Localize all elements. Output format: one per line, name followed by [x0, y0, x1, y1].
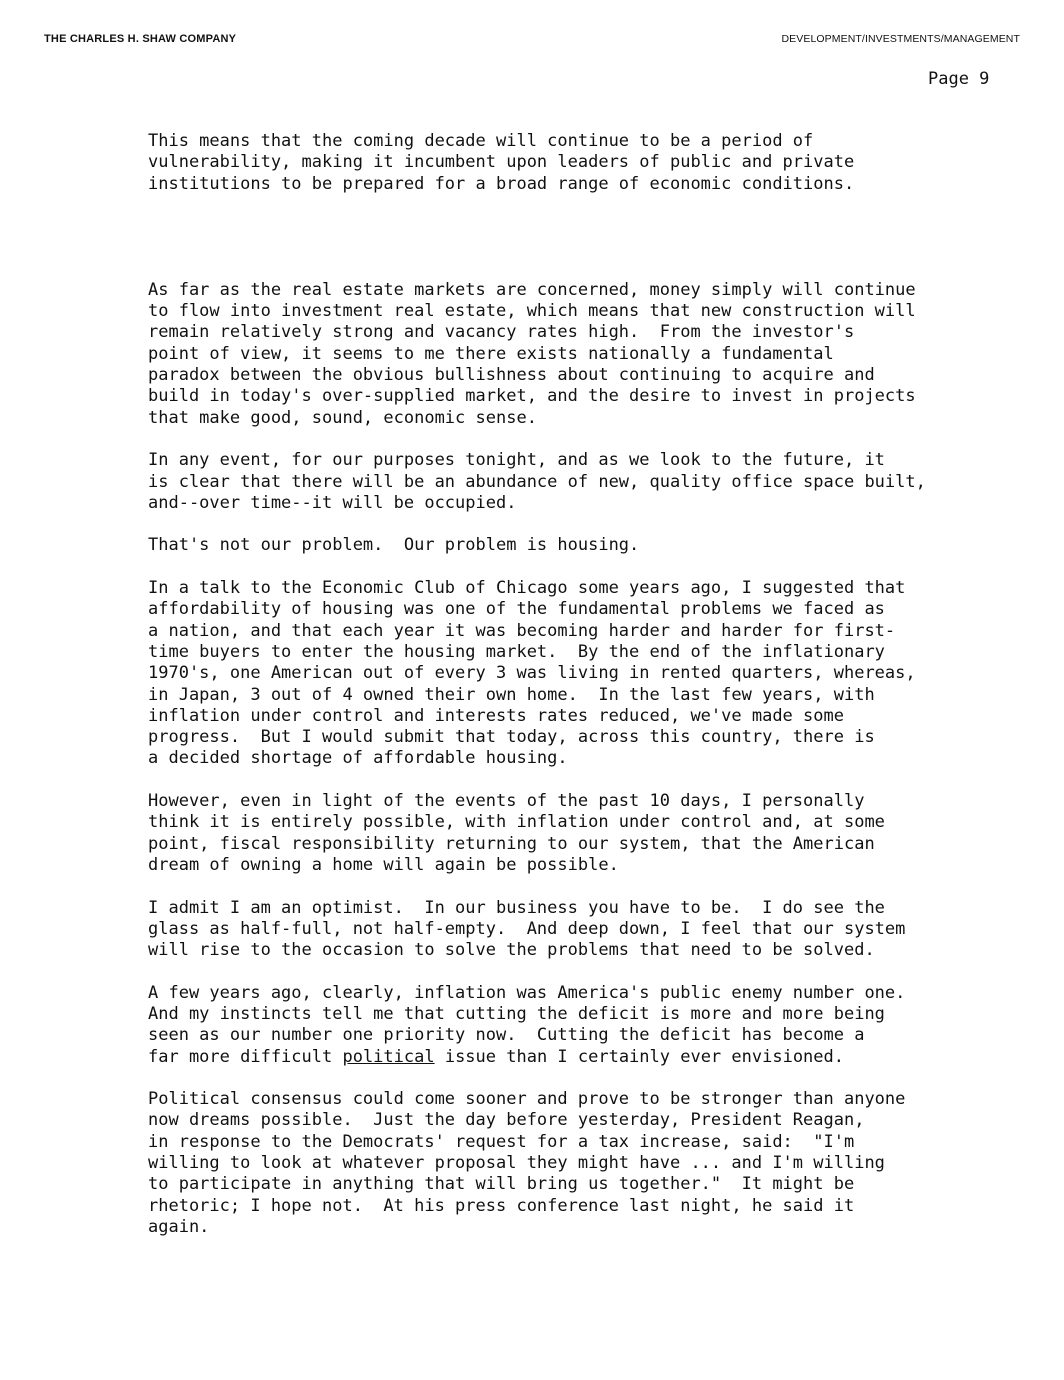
text-line: vulnerability, making it incumbent upon leaders of public and private	[148, 152, 855, 173]
text-line: This means that the coming decade will continue to be a period of	[148, 131, 814, 151]
text-line: In a talk to the Economic Club of Chicago some years ago, I suggested that	[148, 578, 906, 599]
paragraph	[148, 131, 988, 195]
text-line: Political consensus could come sooner and prove to be stronger than anyone	[148, 1089, 906, 1110]
text-line: inflation under control and interests rates reduced, we've made some	[148, 705, 844, 726]
text-line: in Japan, 3 out of 4 owned their own home. In the last few years, with	[148, 684, 875, 705]
text-segment: issue than I certainly ever envisioned.	[434, 1046, 844, 1067]
paragraph	[148, 898, 988, 962]
text-line: is clear that there will be an abundance of new, quality office space built,	[148, 471, 926, 492]
paragraph	[148, 983, 988, 1068]
underlined-word: political	[342, 1046, 435, 1067]
text-line: seen as our number one priority now. Cutting the deficit has become a	[148, 1025, 865, 1046]
text-line: A few years ago, clearly, inflation was America's public enemy number one.	[148, 982, 906, 1003]
document-body	[148, 131, 988, 1260]
paragraph	[148, 280, 988, 429]
text-line: will rise to the occasion to solve the problems that need to be solved.	[148, 940, 875, 961]
text-line: point of view, it seems to me there exists nationally a fundamental	[148, 343, 834, 364]
page-number: Page 9	[928, 69, 990, 89]
text-line: in response to the Democrats' request for a tax increase, said: "I'm	[148, 1131, 855, 1152]
text-line: and--over time--it will be occupied.	[148, 492, 517, 513]
text-line: build in today's over-supplied market, and the desire to invest in projects	[148, 386, 916, 407]
paragraph	[148, 450, 988, 514]
text-line: That's not our problem. Our problem is housing.	[148, 535, 640, 556]
text-line-with-underline	[148, 1047, 988, 1068]
text-line: a decided shortage of affordable housing.	[148, 748, 568, 769]
paragraph	[148, 535, 988, 556]
text-line: glass as half-full, not half-empty. And deep down, I feel that our system	[148, 918, 906, 939]
text-line: And my instincts tell me that cutting the deficit is more and more being	[148, 1003, 885, 1024]
text-line: time buyers to enter the housing market. By the end of the inflationary	[148, 641, 885, 662]
text-line: willing to look at whatever proposal they might have ... and I'm willing	[148, 1153, 885, 1174]
letterhead-company: THE CHARLES H. SHAW COMPANY	[44, 33, 237, 45]
text-line: that make good, sound, economic sense.	[148, 407, 537, 428]
text-line: However, even in light of the events of the past 10 days, I personally	[148, 791, 865, 812]
text-line: paradox between the obvious bullishness about continuing to acquire and	[148, 365, 875, 386]
text-line: again.	[148, 1216, 210, 1237]
text-line: I admit I am an optimist. In our business you have to be. I do see the	[148, 897, 885, 918]
text-line: point, fiscal responsibility returning to our system, that the American	[148, 833, 875, 854]
letterhead-tagline: DEVELOPMENT/INVESTMENTS/MANAGEMENT	[781, 33, 1020, 45]
text-line: In any event, for our purposes tonight, and as we look to the future, it	[148, 450, 885, 471]
text-line: progress. But I would submit that today, across this country, there is	[148, 727, 875, 748]
text-line: to flow into investment real estate, which means that new construction will	[148, 301, 916, 322]
paragraph	[148, 1089, 988, 1238]
paragraph	[148, 578, 988, 770]
text-line: to participate in anything that will bring us together." It might be	[148, 1174, 855, 1195]
text-line: affordability of housing was one of the fundamental problems we faced as	[148, 599, 885, 620]
text-line: 1970's, one American out of every 3 was living in rented quarters, whereas,	[148, 663, 916, 684]
text-line: a nation, and that each year it was becoming harder and harder for first-	[148, 620, 896, 641]
text-line: As far as the real estate markets are concerned, money simply will continue	[148, 279, 916, 300]
text-line: now dreams possible. Just the day before yesterday, President Reagan,	[148, 1110, 865, 1131]
text-line: institutions to be prepared for a broad range of economic conditions.	[148, 173, 855, 194]
text-line: think it is entirely possible, with inflation under control and, at some	[148, 812, 885, 833]
text-line: rhetoric; I hope not. At his press conference last night, he said it	[148, 1195, 855, 1216]
text-line: dream of owning a home will again be possible.	[148, 854, 619, 875]
text-line: remain relatively strong and vacancy rates high. From the investor's	[148, 322, 855, 343]
text-segment: far more difficult	[148, 1046, 343, 1067]
paragraph	[148, 791, 988, 876]
